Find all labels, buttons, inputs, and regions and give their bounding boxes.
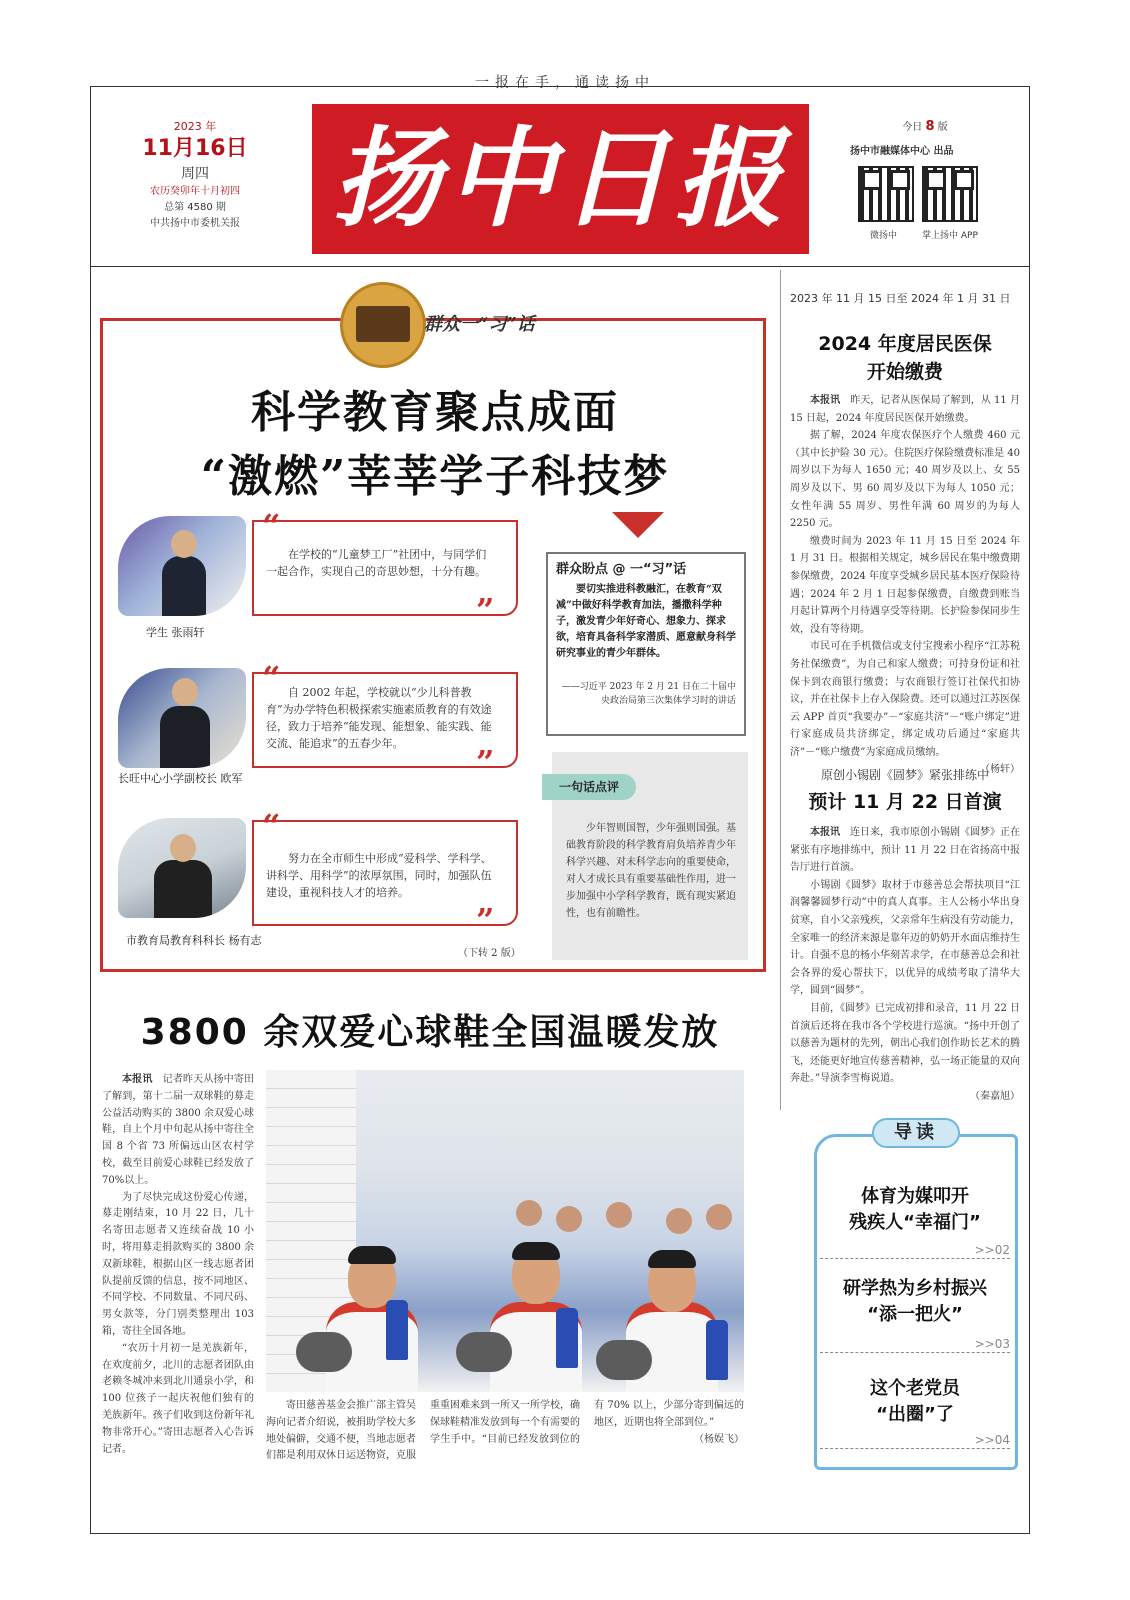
guide-item-1-line2[interactable]: 残疾人“幸福门”: [849, 1212, 981, 1233]
bottle-icon: [556, 1308, 578, 1368]
bottom-byline: （杨娱飞）: [694, 1433, 744, 1445]
quote-caption-2: 长旺中心小学副校长 欧军: [118, 772, 243, 785]
triangle-marker-icon: [612, 512, 664, 538]
guide-title: 导读: [872, 1118, 960, 1148]
person-figure: [160, 706, 210, 768]
edition-suffix: 版: [937, 122, 948, 133]
quote-text-3: 努力在全市师生中形成“爱科学、学科学、讲科学、用科学”的浓厚氛围，同时，加强队伍建设，重视科技人才的培养。: [266, 852, 492, 899]
edition-number: 8: [925, 119, 935, 134]
bottom-p3: “农历十月初一是羌族新年，在欢度前夕，北川的志愿者团队由老赖冬城冲来到北川通泉小学，和 100 位孩子一起庆祝他们独有的羌族新年。孩子们收到这份新年礼物非常开心。”寄田志愿者入心告诉记者。: [102, 1342, 254, 1455]
article1-byline: （杨轩）: [980, 764, 1020, 776]
open-quote-icon: “: [262, 659, 281, 697]
comment-text: 少年智则国智，少年强则国强。基础教育阶段的科学教育肩负培养青少年科学兴趣、对未科学志向的重要使命，对人才成长具有重要基础性作用，进一步加强中小学科学教育，既有现实紧迫性，也有前瞻性。: [566, 823, 736, 919]
masthead-motto: 一报在手，通读扬中: [475, 75, 655, 91]
masthead-info-block: [850, 118, 1000, 157]
quote-text-1: 在学校的“儿童梦工厂”社团中，与同学们一起合作，实现自己的奇思妙想，十分有趣。: [266, 548, 487, 578]
background-child: [666, 1208, 692, 1234]
open-quote-icon: “: [262, 807, 281, 845]
close-quote-icon: ”: [476, 591, 495, 629]
article2-body: [790, 824, 1020, 1106]
article1-p1: 昨天，记者从医保局了解到，从 11 月 15 日起，2024 年度居民医保开始缴费。: [790, 395, 1020, 424]
column-badge-label: 群众一“习”话: [424, 314, 535, 335]
edition-prefix: 今日: [902, 122, 923, 133]
column-divider: [780, 270, 781, 1110]
article2-p3: 目前，《圆梦》已完成初排和录音，11 月 22 日首演后还将在我市各个学校进行巡演。“扬中开创了以慈善为题材的先列，朝出心我们创作助长艺术的腾飞，还能更好地宣传慈善精神，弘一场正能量的双向奔赴。”导演李雪梅说道。: [790, 1002, 1020, 1085]
bottom-article-col1: [102, 1072, 254, 1458]
bottom-article-col2: [266, 1398, 744, 1518]
masthead-date-block: [120, 118, 270, 232]
quote-caption-3: 市教育局教育科科长 杨有志: [126, 934, 262, 947]
guide-item-2-line1[interactable]: 研学热为乡村振兴: [843, 1278, 987, 1299]
article2-byline: （秦嘉旭）: [970, 1090, 1020, 1102]
interviewee-photo: [118, 516, 246, 616]
open-quote-icon: “: [262, 507, 281, 545]
book-icon: [356, 306, 410, 342]
article2-lead: 本报讯: [810, 827, 840, 838]
quote-caption-1: 学生 张雨轩: [146, 626, 205, 639]
background-child: [706, 1204, 732, 1230]
shoe-icon: [456, 1332, 512, 1372]
article1-p3: 缴费时间为 2023 年 11 月 15 日至 2024 年 1 月 31 日。根据相关规定，城乡居民在集中缴费期参保缴费，2024 年度享受城乡居民基本医疗保险待遇；2024 年 2 月 1 日起参保缴费，自缴费到账当月起计算两个月待遇享受等待期。长护险参保同步生效，没有等待期。: [790, 535, 1020, 635]
masthead-lunar-date: 农历癸卯年十月初四: [150, 186, 240, 197]
guide-item-3-line2[interactable]: “出圈”了: [876, 1404, 954, 1425]
shoe-icon: [296, 1332, 352, 1372]
interviewee-photo: [118, 668, 246, 768]
qr-caption-app: 掌上扬中 APP: [922, 231, 978, 241]
background-child: [606, 1202, 632, 1228]
person-figure: [162, 556, 206, 616]
masthead-weekday: 周四: [181, 166, 209, 182]
article2-headline[interactable]: 预计 11 月 22 日首演: [808, 791, 1002, 813]
continued-note[interactable]: （下转 2 版）: [458, 948, 521, 959]
qr-code-icon[interactable]: [858, 166, 914, 222]
person-head: [171, 530, 197, 558]
feature-headline-line2[interactable]: “激燃”莘莘学子科技梦: [200, 451, 670, 502]
article1-lead: 本报讯: [810, 395, 841, 406]
edition-count: [850, 118, 1000, 134]
qr-code-icon[interactable]: [922, 166, 978, 222]
article2-kicker: 原创小锡剧《圆梦》紧张排练中: [820, 768, 989, 782]
article1-headline-line2[interactable]: 开始缴费: [866, 361, 943, 383]
publisher-label: 扬中市融媒体中心 出品: [850, 146, 954, 157]
bottom-p4: 寄田慈善基金会推广部主管吴海向记者介绍说，被捐助学校大多地处偏僻，交通不便，当地志愿者们都是利用双休日运送物资，克服重重困难来到一所又一所学校，确保球鞋精准发放到每一个有需要的学生手中。“目前已经发放到位的有 70% 以上，少部分寄到偏远的地区，近期也将全部到位。”: [266, 1400, 744, 1462]
bottom-lead: 本报讯: [122, 1074, 153, 1085]
voice-box-text: 要切实推进科教融汇，在教育“双减”中做好科学教育加法，播撒科学种子，激发青少年好奇心、想象力、探求欲，培育具备科学家潜质、愿意献身科学研究事业的青少年群体。: [556, 584, 736, 659]
person-head: [170, 834, 196, 862]
person-figure: [154, 860, 212, 918]
masthead-date: 11月16日: [142, 136, 248, 161]
close-quote-icon: ”: [476, 743, 495, 781]
newspaper-logo-text: 扬中日报: [332, 116, 789, 242]
interviewee-photo: [118, 818, 246, 918]
bottom-p1: 记者昨天从扬中寄田了解到，第十二届一双球鞋的募走公益活动购买的 3800 余双爱心球鞋，自上个月中旬起从扬中寄往全国 8 个省 73 所偏远山区农村学校，截至目前爱心球鞋已经发放了 70%以上。: [102, 1074, 255, 1186]
guide-item-1-line1[interactable]: 体育为媒叩开: [861, 1186, 969, 1207]
newspaper-logo: [312, 104, 809, 254]
bottom-headline[interactable]: 3800 余双爱心球鞋全国温暖发放: [140, 1012, 720, 1053]
news-photo: [266, 1070, 744, 1392]
shoe-icon: [596, 1340, 652, 1380]
guide-item-2-page[interactable]: >>03: [820, 1336, 1010, 1353]
article2-p2: 小锡剧《圆梦》取材于市慈善总会帮扶项目“江润馨馨圆梦行动”中的真人真事。主人公杨小华出身贫寒，自小父亲残疾，父亲常年生病没有劳动能力，全家唯一的经济来源是靠年迈的奶奶开水面店维持生计。自强不息的杨小华刻苦求学，在市慈善总会和社会各界的爱心帮扶下，以优异的成绩考取了清华大学，圆到“圆梦”。: [790, 879, 1020, 997]
masthead-year: 2023 年: [173, 120, 217, 133]
masthead-organ: 中共扬中市委机关报: [150, 218, 240, 229]
bottle-icon: [386, 1300, 408, 1360]
child-hair: [648, 1250, 696, 1268]
article1-p4: 市民可在手机微信或支付宝搜索小程序“江苏税务社保缴费”，为自己和家人缴费；可持身份证和社保卡到农商银行缴费；与农商银行签订社保代扣协议，并在社保卡上存入保险费。还可以通过江苏医保云 APP 首页“我要办”－“家庭共济”－“账户绑定”进行家庭成员共济绑定，绑定成功后通过“家庭共济”－“账户缴费”为家庭成员缴纳。: [790, 641, 1020, 758]
qr-caption-wechat: 微扬中: [870, 231, 898, 241]
bottle-icon: [706, 1320, 728, 1380]
article1-body: [790, 392, 1020, 779]
voice-box-title: 群众盼点 @ 一“习”话: [556, 562, 687, 577]
guide-item-1-page[interactable]: >>02: [820, 1242, 1010, 1259]
close-quote-icon: ”: [476, 901, 495, 939]
voice-box-source: ——习近平 2023 年 2 月 21 日在二十届中央政治局第三次集体学习时的讲话: [561, 682, 736, 706]
masthead-issue: 总第 4580 期: [164, 202, 226, 213]
child-hair: [512, 1242, 560, 1260]
article1-headline-line1[interactable]: 2024 年度居民医保: [818, 333, 992, 355]
feature-headline-line1[interactable]: 科学教育聚点成面: [251, 387, 619, 438]
child-hair: [348, 1246, 396, 1264]
guide-item-2-line2[interactable]: “添一把火”: [867, 1304, 963, 1325]
article1-p2: 据了解，2024 年度农保医疗个人缴费 460 元（其中长护险 30 元）。住院医疗保险缴费标准是 40 周岁以下为每人 1650 元；40 周岁及以上、女 55 周岁及以下、男 60 周岁及以下为每人 1050 元；女性年满 55 周岁、男性年满 60 周岁的为每人 2250 元。: [790, 430, 1020, 530]
person-head: [172, 678, 198, 706]
article2-p1: 连日来，我市原创小锡剧《圆梦》正在紧张有序地排练中，预计 11 月 22 日在省扬高中报告厅进行首演。: [790, 827, 1020, 874]
article1-kicker: 2023 年 11 月 15 日至 2024 年 1 月 31 日: [790, 292, 1011, 305]
bottom-p2: 为了尽快完成这份爱心传递，募走刚结束，10 月 22 日，几十名寄田志愿者又连续奋战 10 小时，将用募走捐款购买的 3800 余双新球鞋，根据山区一线志愿者团队提前反馈的信息，按不同地区、不同学校、不同数量、不同尺码、男女款等，分门别类整理出 103 箱，寄往全国各地。: [102, 1191, 254, 1337]
guide-item-3-line1[interactable]: 这个老党员: [870, 1378, 960, 1399]
guide-item-3-page[interactable]: >>04: [820, 1432, 1010, 1449]
masthead-divider: [90, 266, 1030, 267]
comment-tag: 一句话点评: [542, 774, 636, 800]
quote-text-2: 自 2002 年起，学校就以“少儿科普教育”为办学特色积极探索实施素质教育的有效途径，致力于培养“能发现、能想象、能实践、能交流、能追求”的五春少年。: [266, 686, 492, 750]
